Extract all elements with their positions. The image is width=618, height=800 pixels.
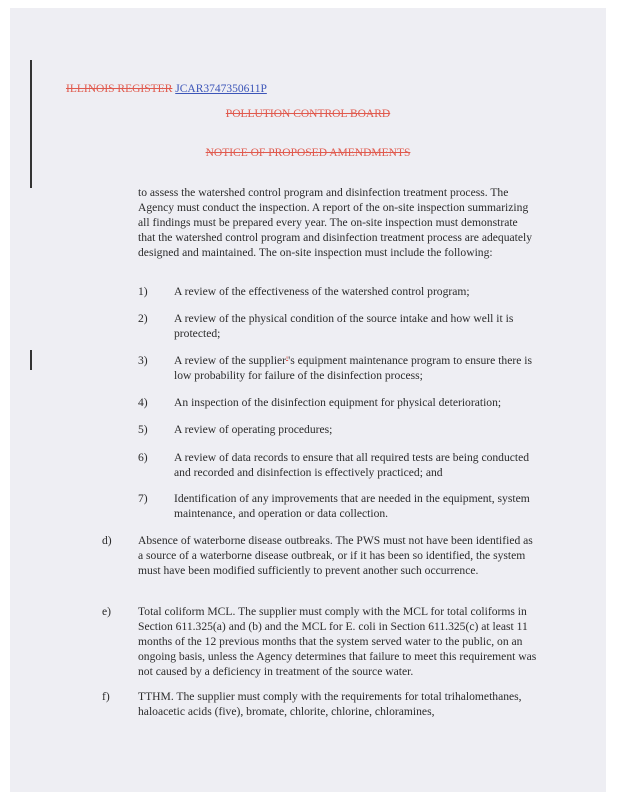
item-number: 4) — [138, 396, 148, 409]
item-number: 1) — [138, 285, 148, 298]
item-text — [174, 353, 539, 383]
item-text: A review of the effectiveness of the watershed control program; — [174, 285, 470, 298]
change-bar — [30, 350, 32, 370]
item-text: A review of operating procedures; — [174, 423, 333, 436]
notice-title: NOTICE OF PROPOSED AMENDMENTS — [205, 147, 411, 159]
register-header — [66, 83, 267, 95]
item-number: 6) — [138, 451, 148, 464]
section-letter: f) — [102, 690, 110, 703]
section-text: Total coliform MCL. The supplier must comply with the MCL for total coliforms in Section 611.325(a) and (b) and the MCL for E. coli in Section 611.325(c) at least 11 months of the 12 previous months that the system served water to the public, on an ongoing basis, unless the Agency determines that failure to meet this requirement was not caused by a deficiency in treatment of the source water. — [138, 605, 537, 678]
intro-paragraph: to assess the watershed control program and disinfection treatment process. The Agency must conduct the inspection. A report of the on-site inspection summarizing all findings must be prepared every year. The on-site inspection must demonstrate that the watershed control program and disinfection treatment process are adequately designed and maintained. The on-site inspection must include the following: — [138, 186, 533, 259]
item-text-a: A review of the supplier — [174, 354, 287, 367]
strike-mark: ' — [286, 354, 289, 367]
item-number: 7) — [138, 492, 148, 505]
item-number: 5) — [138, 423, 148, 436]
item-text-b: 's equipment maintenance program to ensure there is low probability for failure of the disinfection process; — [174, 354, 533, 382]
board-title: POLLUTION CONTROL BOARD — [225, 108, 391, 120]
section-text: TTHM. The supplier must comply with the requirements for total trihalomethanes, haloacetic acids (five), bromate, chlorite, chlorine, chloramines, — [138, 690, 522, 718]
item-text: A review of data records to ensure that all required tests are being conducted and recorded and disinfection is effectively practiced; and — [174, 451, 530, 479]
document-page — [10, 8, 606, 792]
section-letter: e) — [102, 605, 112, 618]
item-number: 2) — [138, 312, 148, 325]
section-text: Absence of waterborne disease outbreaks. The PWS must not have been identified as a source of a waterborne disease outbreak, or if it has been so identified, the system must have been modified sufficiently to prevent another such occurrence. — [138, 534, 533, 577]
item-number: 3) — [138, 354, 148, 367]
item-text: Identification of any improvements that are needed in the equipment, system maintenance, and operation or data collection. — [174, 492, 530, 520]
section-letter: d) — [102, 534, 112, 547]
jcar-code: JCAR3747350611P — [175, 83, 267, 95]
item-text: A review of the physical condition of the source intake and how well it is protected; — [174, 312, 514, 340]
change-bar — [30, 60, 32, 188]
register-strike: ILLINOIS REGISTER — [66, 83, 173, 95]
item-text: An inspection of the disinfection equipment for physical deterioration; — [174, 396, 502, 409]
